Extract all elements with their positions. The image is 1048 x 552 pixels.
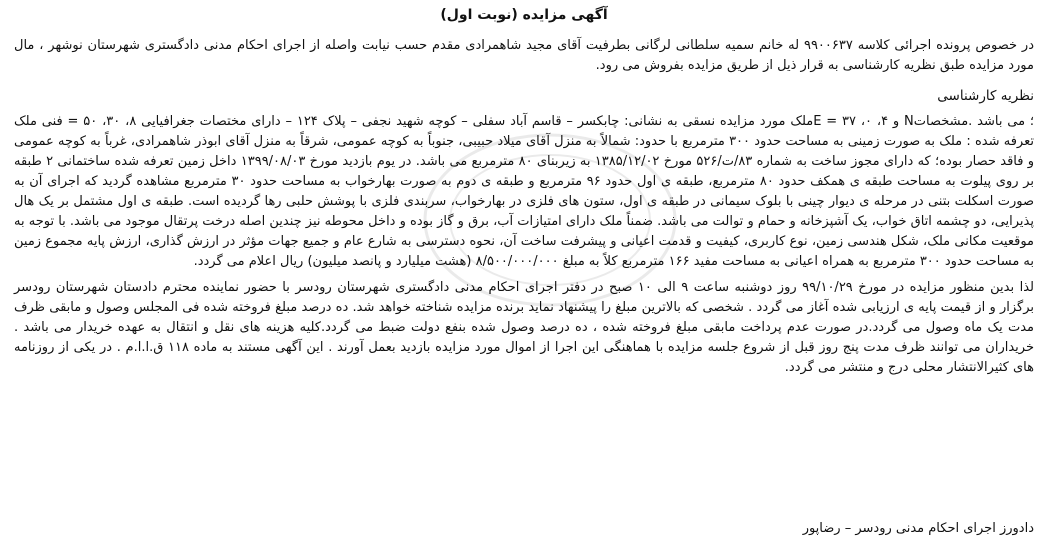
notice-title: آگهی مزایده (نوبت اول) bbox=[440, 7, 608, 23]
auction-terms-paragraph: لذا بدین منظور مزایده در مورخ ۹۹/۱۰/۲۹ روز دوشنبه ساعت ۹ الی ۱۰ صبح در دفتر اجرای احکام مدنی دادگستری شهرستان رودسر با حضور نماینده محترم دادستان شهرستان رودسر برگزار و از قیمت پایه ی ارزیابی شده آغاز می گردد . شخصی که بالاترین مبلغ را پیشنهاد نماید برنده مزایده شناخته خواهد شد. ده درصد مبلغ فروخته شده فی المجلس وصول و مابقی ظرف مدت یک ماه وصول می گردد.در صورت عدم پرداخت مابقی مبلغ فروخته شده ، ده درصد وصول شده بنفع دولت ضبط می گردد.کلیه هزینه های نقل و انتقال به عهده خریدار می باشد . خریداران می توانند ظرف مدت پنج روز قبل از شروع جلسه مزایده با هماهنگی این اجرا از اموال مورد مزایده بازدید بعمل آورند . این آگهی مستند به ماده ۱۱۸ ق.ا.ا.م . در یکی از روزنامه های کثیرالانتشار محلی درج و منتشر می گردد. bbox=[14, 280, 1034, 375]
expert-heading: نظریه کارشناسی bbox=[937, 88, 1034, 104]
intro-paragraph: در خصوص پرونده اجرائی کلاسه ۹۹۰۰۶۳۷ له خانم سمیه سلطانی لرگانی بطرفیت آقای مجید شاهمرادی مقدم حسب نیابت واصله از اجرای احکام مدنی دادگستری شهرستان نوشهر ، مال مورد مزایده طبق نظریه کارشناسی به قرار ذیل از طریق مزایده بفروش می رود. bbox=[14, 38, 1035, 73]
watermark-seal bbox=[420, 130, 680, 310]
expert-paragraph: ؛ می باشد .مشخصاتN و ۴، ۰، ۳۷ = Eملک مورد مزایده نسقی به نشانی: چابکسر – قاسم آباد سفلی – کوچه شهید نجفی – پلاک ۱۲۴ – دارای مختصات جغرافیایی ۸، ۳۰، ۵۰ = فنی ملک تعرفه شده : ملک به صورت زمینی به مساحت حدود ۳۰۰ مترمربع با حدود: شمالاً به منزل آقای میلاد حبیبی، جنوباً به کوچه عمومی، شرقاً به منزل آقای ابوذر شاهمرادی، غرباً به کوچه عمومی و فاقد حصار بوده؛ که دارای مجوز ساخت به شماره ۸۳/ت/۵۲۶ مورخ ۱۳۸۵/۱۲/۰۲ به زیربنای ۸۰ مترمربع می باشد. در یوم بازدید مورخ ۱۳۹۹/۰۸/۰۳ داخل زمین تعرفه شده ساختمانی ۲ طبقه بر روی پیلوت به مساحت طبقه ی همکف حدود ۸۰ مترمربع، طبقه ی اول حدود ۹۶ مترمربع و طبقه ی دوم به صورت بهارخواب به مساحت حدود ۳۰ مترمربع مشاهده گردید که اجرای آن به صورت اسکلت بتنی در مرحله ی دیوار چینی با بلوک سیمانی در طبقه ی اول، ستون های فلزی در بهارخواب، سربندی فلزی با پوشش حلبی رها گردیده است. طبقه ی اول مشتمل بر یک هال پذیرایی، دو چشمه اتاق خواب، یک آشپزخانه و حمام و توالت می باشد. ضمناً ملک دارای امتیازات آب، برق و گاز بوده و داخل محوطه نیز چندین اصله درخت پرتقال موجود می باشد. با توجه به موقعیت مکانی ملک، شکل هندسی زمین، نوع کاربری، کیفیت و قدمت اعیانی و پیشرفت ساخت آن، نحوه دسترسی به شارع عام و جمیع جهات مؤثر در ارزش گذاری، ارزش پایه مجموع زمین به مساحت حدود ۳۰۰ مترمربع به همراه اعیانی به مساحت مفید ۱۶۶ مترمربع کلاً به مبلغ ۸/۵۰۰/۰۰۰/۰۰۰ (هشت میلیارد و پانصد میلیون) ریال اعلام می گردد. bbox=[14, 114, 1035, 269]
signature-line: دادورز اجرای احکام مدنی رودسر – رضاپور bbox=[802, 521, 1034, 536]
